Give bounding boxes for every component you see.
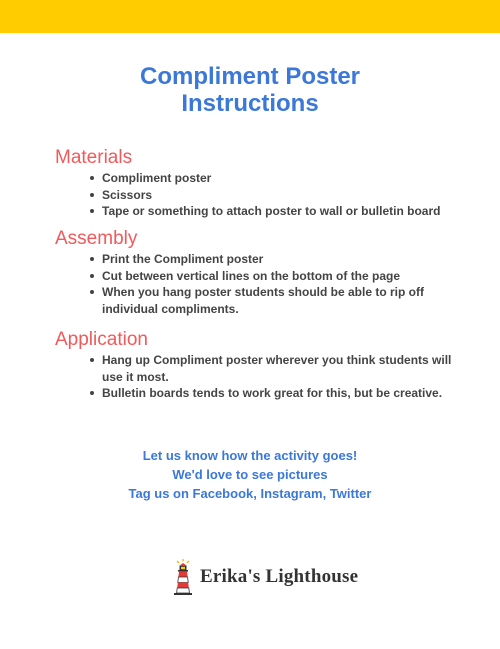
application-section bbox=[55, 330, 475, 402]
lighthouse-icon bbox=[170, 558, 196, 596]
list-item: Bulletin boards tends to work great for this, but be creative. bbox=[102, 385, 475, 402]
materials-section bbox=[55, 148, 475, 220]
materials-list bbox=[55, 170, 475, 220]
list-item: Compliment poster bbox=[102, 170, 475, 187]
erikas-lighthouse-logo bbox=[170, 558, 358, 596]
section-heading-application: Application bbox=[55, 329, 148, 350]
section-heading-assembly: Assembly bbox=[55, 228, 138, 249]
list-item: Print the Compliment poster bbox=[102, 251, 475, 268]
assembly-list bbox=[55, 251, 475, 317]
logo-text: Erika's Lighthouse bbox=[200, 566, 359, 587]
assembly-section bbox=[55, 229, 475, 317]
cta-line-3: Tag us on Facebook, Instagram, Twitter bbox=[128, 486, 372, 501]
title-line-1: Compliment Poster bbox=[139, 63, 361, 90]
page-title bbox=[0, 63, 500, 117]
list-item: Hang up Compliment poster wherever you think students will use it most. bbox=[102, 352, 475, 385]
title-line-2: Instructions bbox=[181, 90, 319, 117]
cta-line-1: Let us know how the activity goes! bbox=[142, 448, 358, 463]
top-accent-bar bbox=[0, 0, 500, 33]
call-to-action bbox=[0, 446, 500, 503]
list-item: Scissors bbox=[102, 187, 475, 204]
section-heading-materials: Materials bbox=[55, 147, 133, 168]
list-item: When you hang poster students should be able to rip off individual compliments. bbox=[102, 284, 475, 317]
application-list bbox=[55, 352, 475, 402]
cta-line-2: We'd love to see pictures bbox=[172, 467, 328, 482]
list-item: Cut between vertical lines on the bottom of the page bbox=[102, 268, 475, 285]
list-item: Tape or something to attach poster to wall or bulletin board bbox=[102, 203, 475, 220]
